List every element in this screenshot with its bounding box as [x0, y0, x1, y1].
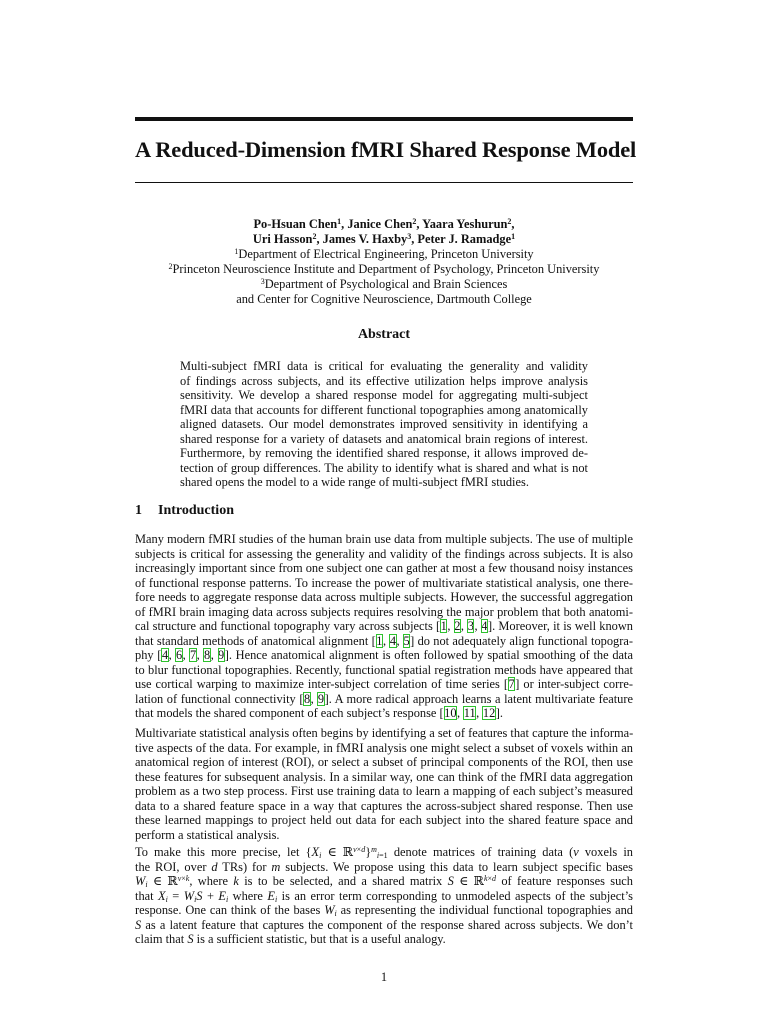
math-expression: m — [271, 859, 281, 874]
math-expression: S — [135, 917, 142, 932]
citation-link[interactable]: 1 — [440, 619, 447, 633]
author-block — [135, 217, 633, 307]
citation-link[interactable]: 9 — [218, 648, 225, 662]
author-name: Uri Hasson — [252, 232, 313, 246]
citation-link[interactable]: 6 — [175, 648, 183, 662]
text-line: lation of functional connectivity [8, 9]. A more radical approach learns a latent multivariate feature — [135, 691, 633, 706]
text-run: TRs) for — [222, 859, 267, 874]
text-run: To make this more precise, let — [135, 845, 300, 859]
abstract-line: Furthermore, by removing the identified shared response, it allows improved de- — [180, 446, 588, 460]
author-line-1 — [135, 217, 633, 232]
text-line — [135, 932, 633, 947]
text-line: cal structure and functional topography vary across subjects [1, 2, 3, 4]. Moreover, it is well known — [135, 619, 633, 633]
text-run: , where — [189, 874, 229, 888]
abstract-line: tection of group differences. The ability to identify what is shared and what is not — [180, 460, 588, 475]
abstract-line: shared response for a variety of datasets and anatomical brain regions of interest. — [180, 431, 588, 446]
text-line — [135, 903, 633, 918]
text-line: Many modern fMRI studies of the human brain use data from multiple subjects. The use of multiple — [135, 532, 633, 546]
section-number: 1 — [135, 503, 142, 518]
text-run: the ROI, over — [135, 859, 207, 874]
text-run: as a latent feature that captures the component of the response shared across subjects. We don’t — [145, 917, 633, 932]
text-run: is an error term corresponding to unmodeled aspects of the subject’s — [281, 888, 633, 903]
author-name: , James V. Haxby — [316, 232, 408, 246]
author-separator: , — [511, 217, 515, 231]
text-line: tive aspects of the data. For example, in fMRI analysis one might select a subset of voxels within an — [135, 740, 633, 755]
abstract-line: Multi-subject fMRI data is critical for evaluating the generality and validity — [180, 359, 588, 373]
affiliation-1 — [135, 247, 633, 262]
math-expression: $W_i$ — [324, 903, 337, 918]
intro-paragraph-1 — [135, 532, 633, 721]
math-expression: $W_i$ ∈ ℝ$^{v\times k}$ — [135, 874, 190, 889]
citation-link[interactable]: 7 — [189, 648, 197, 662]
text-run: ]. Moreover, it is well known — [487, 619, 633, 633]
text-run: ]. — [495, 706, 503, 720]
title-bottom-rule — [135, 182, 633, 183]
text-run: of feature responses such — [501, 874, 633, 888]
citation-link[interactable]: 1 — [376, 633, 383, 648]
text-line: phy [4, 6, 7, 8, 9]. Hence anatomical alignment is often followed by spatial smoothing of the data — [135, 648, 633, 662]
text-run: is to be selected, and a shared matrix — [244, 874, 443, 888]
affiliation-mark: 2 — [312, 232, 317, 241]
text-line: subjects is critical for assessing the generality and validity of the findings across subjects. It is also — [135, 546, 633, 561]
affiliation-mark: 2 — [412, 217, 417, 226]
author-name: Po-Hsuan Chen — [253, 217, 338, 231]
text-line: of fMRI brain imaging data across subjects requires resolving the major problem that both anatomi- — [135, 604, 633, 619]
text-run: is a sufficient statistic, but that is a useful analogy. — [196, 932, 446, 946]
affiliation-number: 2 — [168, 262, 173, 271]
section-title: Introduction — [158, 503, 234, 518]
text-line: problem as a two step process. First use training data to learn a mapping of each subject’s measured — [135, 784, 633, 798]
citation-link[interactable]: 2 — [454, 619, 461, 633]
citation-link[interactable]: 9 — [317, 691, 325, 706]
citation-link[interactable]: 3 — [467, 619, 474, 633]
section-heading-introduction — [135, 503, 234, 519]
text-run: ]. Hence anatomical alignment is often followed by spatial smoothing of the data — [224, 648, 633, 662]
citation-link[interactable]: 4 — [161, 648, 169, 662]
text-line: Multivariate statistical analysis often begins by identifying a set of features that capture the informa- — [135, 726, 634, 740]
affiliation-3 — [135, 277, 633, 292]
math-expression: $X_i = W_iS + E_i$ — [158, 888, 229, 904]
author-name: , Yaara Yeshurun — [416, 217, 508, 231]
text-line: that models the shared component of each subject’s response [10, 11, 12]. — [135, 706, 503, 720]
text-line — [135, 845, 633, 860]
text-run: claim that — [135, 932, 185, 946]
text-line — [135, 677, 633, 692]
text-run: voxels in — [584, 845, 633, 859]
paper-title: A Reduced-Dimension fMRI Shared Response Model — [135, 137, 637, 162]
page-number: 1 — [380, 970, 388, 984]
citation-link[interactable]: 8 — [203, 648, 211, 662]
text-line: increasingly important since from one subject one can gather at most a few thousand noisy instances — [135, 561, 633, 575]
text-run: ] or inter-subject corre- — [515, 677, 634, 691]
text-line: of functional response patterns. To increase the power of multivariate statistical analysis, one there- — [135, 575, 633, 590]
citation-link[interactable]: 4 — [389, 633, 397, 648]
citation-link[interactable]: 4 — [481, 619, 488, 633]
abstract-line: sensitivity. We develop a shared response model for aggregating multi-subject — [180, 388, 588, 402]
abstract-line: of findings across subjects, and its effective utilization helps improve analysis — [180, 373, 588, 388]
text-run: denote matrices of training data ( — [393, 845, 574, 859]
author-line-2 — [135, 232, 633, 247]
affiliation-mark: 1 — [511, 232, 516, 241]
math-expression: S — [187, 932, 194, 946]
abstract-line: fMRI data that accounts for different functional topographies among anatomically — [180, 402, 588, 417]
affiliation-mark: 2 — [507, 217, 512, 226]
abstract-line: shared opens the model to a wide range of multi-subject fMRI studies. — [180, 475, 529, 489]
text-line — [135, 874, 633, 889]
author-name: , Peter J. Ramadge — [411, 232, 512, 246]
math-expression: k — [233, 874, 239, 888]
text-line — [135, 860, 633, 875]
text-run: that models the shared component of each subject’s response [ — [135, 706, 444, 720]
intro-paragraph-3 — [135, 845, 633, 947]
affiliation-text: Princeton Neuroscience Institute and Department of Psychology, Princeton University — [172, 262, 600, 276]
abstract-heading: Abstract — [357, 327, 411, 342]
citation-link[interactable]: 11 — [463, 706, 476, 720]
text-line: anatomical region of interest (ROI), or select a subset of principal components of the ROI, then use — [135, 755, 633, 769]
text-line: data to a shared feature space in a way that captures the across-subject shared response. Then use — [135, 798, 633, 813]
text-line: these learned mappings to project held out data for each subject into the shared feature space and — [135, 813, 633, 827]
text-run: subjects. We propose using this data to learn subject specific bases — [285, 859, 634, 874]
citation-link[interactable]: 8 — [303, 691, 311, 706]
abstract-line: aligned datasets. Our model demonstrates improved sensitivity in identifying a — [180, 417, 588, 431]
text-run: ] do not adequately align functional topogra- — [410, 633, 633, 648]
affiliation-2 — [135, 262, 633, 277]
citation-link[interactable]: 5 — [403, 633, 410, 648]
text-run: where — [232, 888, 263, 903]
text-run: that standard methods of anatomical alignment [ — [135, 633, 376, 648]
text-run: that — [135, 888, 154, 903]
math-expression: v — [573, 845, 579, 859]
title-top-rule — [135, 117, 633, 121]
author-name: , Janice Chen — [341, 217, 413, 231]
math-expression: S ∈ ℝ$^{k\times d}$ — [447, 874, 497, 888]
text-run: ]. A more radical approach learns a latent multivariate feature — [324, 691, 633, 706]
math-expression: $E_i$ — [267, 888, 278, 904]
math-expression: d — [211, 859, 218, 874]
citation-link[interactable]: 7 — [508, 677, 515, 691]
text-run: response. One can think of the bases — [135, 903, 321, 917]
text-run: phy [ — [135, 648, 162, 662]
text-line: these features for subsequent analysis. In a similar way, one can think of the fMRI data aggregation — [135, 769, 633, 784]
citation-link[interactable]: 12 — [482, 706, 496, 720]
affiliation-text: Department of Psychological and Brain Sciences — [264, 277, 508, 291]
text-line: perform a statistical analysis. — [135, 827, 280, 842]
text-line — [135, 918, 633, 933]
citation-link[interactable]: 10 — [444, 706, 457, 720]
text-run: lation of functional connectivity [ — [135, 691, 304, 706]
text-line: fore needs to aggregate response data across multiple subjects. However, the successful aggregation — [135, 590, 633, 604]
affiliation-4: and Center for Cognitive Neuroscience, Dartmouth College — [236, 292, 532, 306]
abstract-body — [180, 359, 588, 490]
affiliation-text: Department of Electrical Engineering, Princeton University — [238, 247, 534, 261]
text-run: as representing the individual functional topographies and — [340, 903, 633, 917]
affiliation-number: 1 — [234, 247, 239, 256]
math-expression: {$X_i$ ∈ ℝ$^{v\times d}$}$^m_{i=1}$ — [305, 845, 388, 860]
affiliation-mark: 1 — [337, 217, 342, 226]
affiliation-mark: 3 — [407, 232, 412, 241]
affiliation-number: 3 — [260, 277, 265, 286]
text-line — [135, 889, 633, 904]
text-run: cal structure and functional topography vary across subjects [ — [135, 619, 441, 633]
text-line: that standard methods of anatomical alignment [1, 4, 5] do not adequately align functional topogra- — [135, 633, 633, 648]
text-line: to blur functional topographies. Recently, functional spatial registration methods have appeared that — [135, 662, 633, 677]
text-run: use cortical warping to maximize inter-subject correlation of time series [ — [135, 677, 509, 691]
intro-paragraph-2 — [135, 726, 633, 842]
